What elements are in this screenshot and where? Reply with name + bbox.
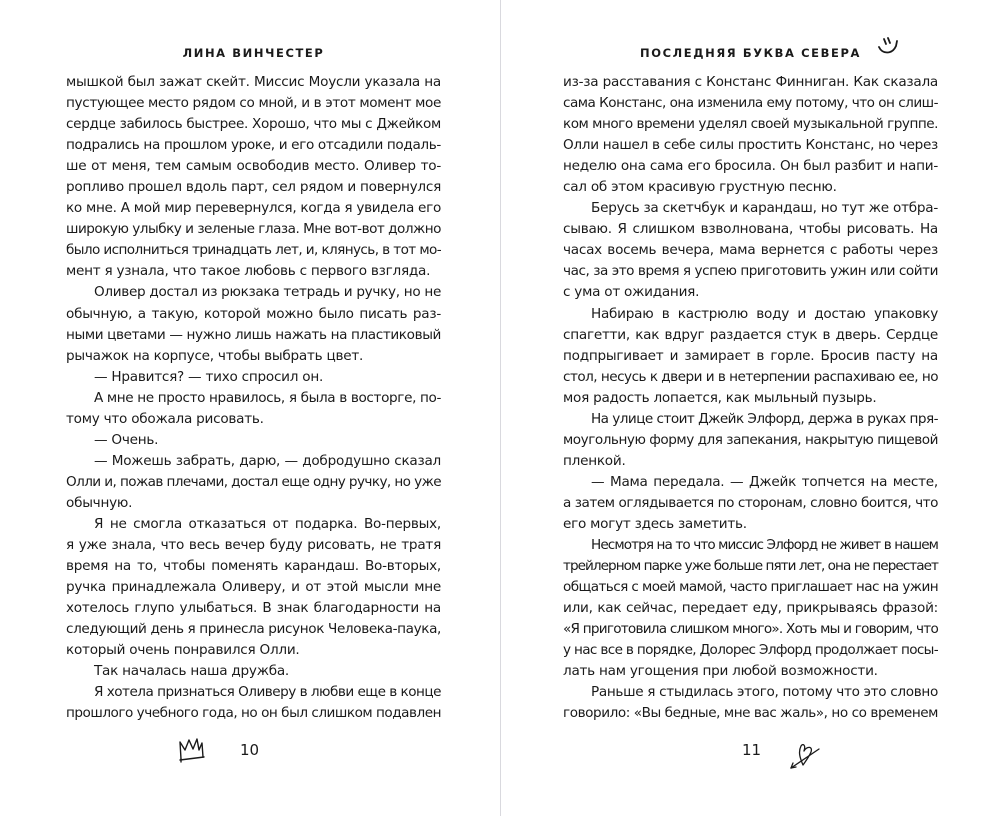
text-line: сываю. Я слишком взволнована, чтобы рисовать. На [563,221,938,238]
text-line: ше от меня, тем самым освободив место. Оливер то- [66,158,441,175]
text-line: спагетти, как вдруг раздается стук в дверь. Сердце [563,326,938,343]
text-line: следующий день я принесла рисунок Человека-паука, [66,621,441,638]
page-number-left: 10 [240,741,260,759]
text-line: На улице стоит Джейк Элфорд, держа в руках пря- [591,410,938,427]
text-line: я уже знала, что весь вечер буду рисовать, не тратя [66,537,441,554]
text-line: пустующее место рядом со мной, и в этот момент мое [66,95,441,112]
text-line: из-за расставания с Констанс Финниган. Как сказала [563,74,938,90]
text-line: прошлого учебного года, но он был слишком подавлен [66,705,441,722]
text-line: общаться с моей мамой, часто приглашает нас на ужин [563,579,938,596]
text-line: пленкой. [563,452,626,469]
text-line: обычную, а такую, которой можно было писать раз- [66,305,441,322]
right-page-body [563,72,938,724]
text-line: ком много времени уделял своей музыкальной группе. [563,116,938,133]
text-line: Я хотела признаться Оливеру в любви еще в конце [94,684,441,701]
text-line: подрались на прошлом уроке, и его отсадили подаль- [66,137,441,154]
text-line: моугольную форму для запекания, накрытую пищевой [563,431,938,448]
text-line: час, за это время я успею приготовить ужин или сойти [563,263,938,280]
text-line: часах восемь вечера, мама вернется с работы через [563,242,938,259]
text-line: рычажок на корпусе, чтобы выбрать цвет. [66,347,364,364]
text-line: ручка принадлежала Оливеру, и от этой мысли мне [66,579,441,596]
text-line: — Очень. [94,431,159,448]
running-head-title: ПОСЛЕДНЯЯ БУКВА СЕВЕРА [640,46,861,60]
text-line: неделю она сама его бросила. Он был разбит и напи- [563,158,938,175]
left-page-body [66,72,441,724]
text-line: Я не смогла отказаться от подарка. Во-первых, [94,515,441,532]
text-line: сал об этом красивую грустную песню. [563,179,837,196]
text-line: широкую улыбку и зеленые глаза. Мне вот-вот должно [66,221,441,238]
text-line: А мне не просто нравилось, я была в восторге, по- [94,389,441,406]
text-line: тому что обожала рисовать. [66,410,264,427]
text-line: «Я приготовила слишком много». Хоть мы и говорим, что [563,621,938,638]
text-line: сердце забилось быстрее. Хорошо, что мы с Джейком [66,116,441,133]
text-line: Раньше я стыдилась этого, потому что это словно [591,684,938,701]
text-line: ко мне. А мой мир перевернулся, когда я увидела его [66,200,441,217]
text-line: Берусь за скетчбук и карандаш, но тут же отбра- [591,200,938,217]
text-line: подпрыгивает и замирает в горле. Бросив пасту на [563,347,938,364]
text-line: Набираю в кастрюлю воду и достаю упаковку [591,305,938,322]
text-line: Так началась наша дружба. [94,663,289,680]
text-line: говорило: «Вы бедные, мне вас жаль», но со временем [563,705,938,722]
smile-doodle-icon [876,36,902,58]
text-line: Несмотря на то что миссис Элфорд не живет в нашем [591,537,938,554]
text-line: или, как сейчас, передает еду, прикрываясь фразой: [563,600,938,617]
text-line: стол, несусь к двери и в нетерпении распахиваю ее, но [563,368,938,385]
text-line: ными цветами — нужно лишь нажать на пластиковый [66,326,441,343]
text-line: ропливо прошел вдоль парт, сел рядом и повернулся [66,179,441,196]
text-line: — Мама передала. — Джейк топчется на месте, [591,473,938,490]
crown-doodle-icon [178,737,206,763]
text-line: а затем оглядывается по сторонам, словно боится, что [563,494,938,511]
right-page [501,0,1003,816]
text-line: с ума от ожидания. [563,284,700,301]
text-line: Олли и, пожав плечами, достал еще одну ручку, но уже [66,473,441,490]
text-line: лать нам угощения при любой возможности. [563,663,878,680]
left-page [0,0,500,816]
text-line: время на то, чтобы поменять карандаш. Во-вторых, [66,558,441,575]
text-line: моя радость лопается, как мыльный пузырь. [563,389,877,406]
text-line: — Можешь забрать, дарю, — добродушно сказал [94,452,441,469]
heart-arrow-doodle-icon [788,740,824,770]
text-line: который очень понравился Олли. [66,642,300,659]
text-line: — Нравится? — тихо спросил он. [94,368,324,385]
text-line: Оливер достал из рюкзака тетрадь и ручку, но не [94,284,441,301]
text-line: обычную. [66,494,133,511]
text-line: у нас все в порядке, Долорес Элфорд продолжает посы- [563,642,938,659]
text-line: трейлерном парке уже больше пяти лет, она не перестает [563,558,938,575]
text-line: хотелось глупо улыбаться. В знак благодарности на [66,600,441,617]
text-line: его могут здесь заметить. [563,515,747,532]
text-line: мент я узнала, что такое любовь с первого взгляда. [66,263,431,280]
text-line: Олли нашел в себе силы простить Констанс, но через [563,137,938,154]
text-line: мышкой был зажат скейт. Миссис Моусли указала на [66,74,441,90]
text-line: сама Констанс, она изменила ему потому, что он слиш- [563,95,938,112]
running-head-author: ЛИНА ВИНЧЕСТЕР [182,46,325,60]
page-number-right: 11 [742,741,762,759]
text-line: было исполниться тринадцать лет, и, клянусь, в тот мо- [66,242,441,259]
